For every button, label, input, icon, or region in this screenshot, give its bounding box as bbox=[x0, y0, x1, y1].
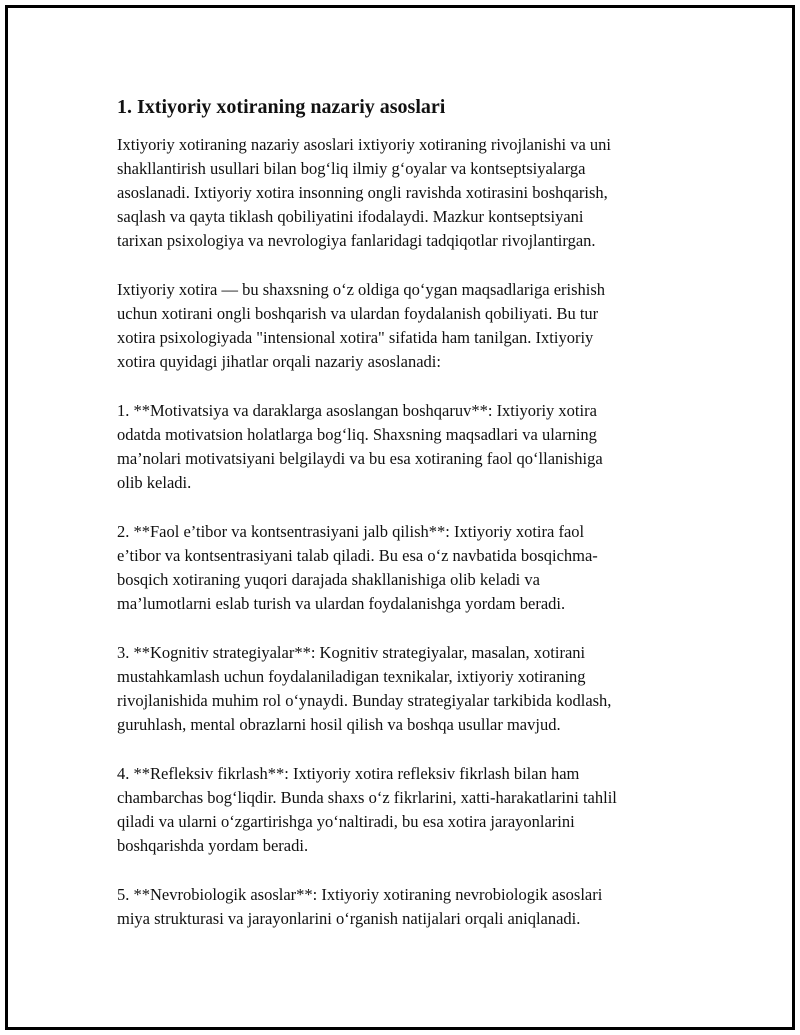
list-item-4 bbox=[117, 762, 677, 858]
text-line: 2. **Faol e’tibor va kontsentrasiyani jalb qilish**: Ixtiyoriy xotira faol bbox=[117, 522, 585, 541]
text-line: uchun xotirani ongli boshqarish va ulardan foydalanish qobiliyati. Bu tur bbox=[117, 304, 599, 324]
text-line: xotira quyidagi jihatlar orqali nazariy asoslanadi: bbox=[117, 352, 441, 372]
text-line: 1. **Motivatsiya va daraklarga asoslangan boshqaruv**: Ixtiyoriy xotira bbox=[117, 401, 597, 421]
text-line: Ixtiyoriy xotira — bu shaxsning o‘z oldiga qo‘ygan maqsadlariga erishish bbox=[117, 280, 606, 300]
text-line: 5. **Nevrobiologik asoslar**: Ixtiyoriy xotiraning nevrobiologik asoslari bbox=[117, 884, 603, 904]
text-line: boshqarishda yordam beradi. bbox=[117, 836, 309, 856]
text-line: mustahkamlash uchun foydalaniladigan texnikalar, ixtiyoriy xotiraning bbox=[117, 667, 586, 687]
text-line: rivojlanishida muhim rol o‘ynaydi. Bunday strategiyalar tarkibida kodlash, bbox=[117, 691, 612, 711]
list-item-5 bbox=[117, 883, 677, 931]
text-line: odatda motivatsion holatlarga bog‘liq. Shaxsning maqsadlari va ularning bbox=[117, 425, 597, 445]
text-line: bosqich xotiraning yuqori darajada shakllanishiga olib keladi va bbox=[117, 570, 540, 590]
text-line: saqlash va qayta tiklash qobiliyatini ifodalaydi. Mazkur kontseptsiyani bbox=[117, 207, 584, 227]
document-body bbox=[117, 96, 677, 956]
text-line: 3. **Kognitiv strategiyalar**: Kognitiv strategiyalar, masalan, xotirani bbox=[117, 642, 586, 662]
text-line: miya strukturasi va jarayonlarini o‘rganish natijalari orqali aniqlanadi. bbox=[117, 909, 581, 928]
list-item-1 bbox=[117, 399, 677, 495]
paragraph-intro bbox=[117, 133, 677, 253]
text-line: 4. **Refleksiv fikrlash**: Ixtiyoriy xotira refleksiv fikrlash bilan ham bbox=[117, 763, 580, 783]
list-item-3 bbox=[117, 641, 677, 737]
text-line: asoslanadi. Ixtiyoriy xotira insonning ongli ravishda xotirasini boshqarish, bbox=[117, 183, 608, 203]
list-item-2 bbox=[117, 520, 677, 616]
text-line: ma’nolari motivatsiyani belgilaydi va bu esa xotiraning faol qo‘llanishiga bbox=[117, 449, 603, 469]
text-line: e’tibor va kontsentrasiyani talab qiladi. Bu esa o‘z navbatida bosqichma- bbox=[117, 546, 598, 566]
document-title: 1. Ixtiyoriy xotiraning nazariy asoslari bbox=[117, 96, 446, 118]
text-line: guruhlash, mental obrazlarni hosil qilish va boshqa usullar mavjud. bbox=[117, 715, 561, 735]
text-line: ma’lumotlarni eslab turish va ulardan foydalanishga yordam beradi. bbox=[117, 594, 566, 614]
text-line: chambarchas bog‘liqdir. Bunda shaxs o‘z fikrlarini, xatti-harakatlarini tahlil bbox=[117, 788, 617, 808]
text-line: olib keladi. bbox=[117, 473, 192, 493]
text-line: Ixtiyoriy xotiraning nazariy asoslari ixtiyoriy xotiraning rivojlanishi va uni bbox=[117, 135, 611, 154]
text-line: tarixan psixologiya va nevrologiya fanlaridagi tadqiqotlar rivojlantirgan. bbox=[117, 231, 596, 251]
text-line: qiladi va ularni o‘zgartirishga yo‘naltiradi, bu esa xotira jarayonlarini bbox=[117, 812, 575, 832]
text-line: xotira psixologiyada "intensional xotira" sifatida ham tanilgan. Ixtiyoriy bbox=[117, 328, 594, 348]
paragraph-definition bbox=[117, 278, 677, 374]
text-line: shakllantirish usullari bilan bog‘liq ilmiy g‘oyalar va kontseptsiyalarga bbox=[117, 159, 586, 179]
